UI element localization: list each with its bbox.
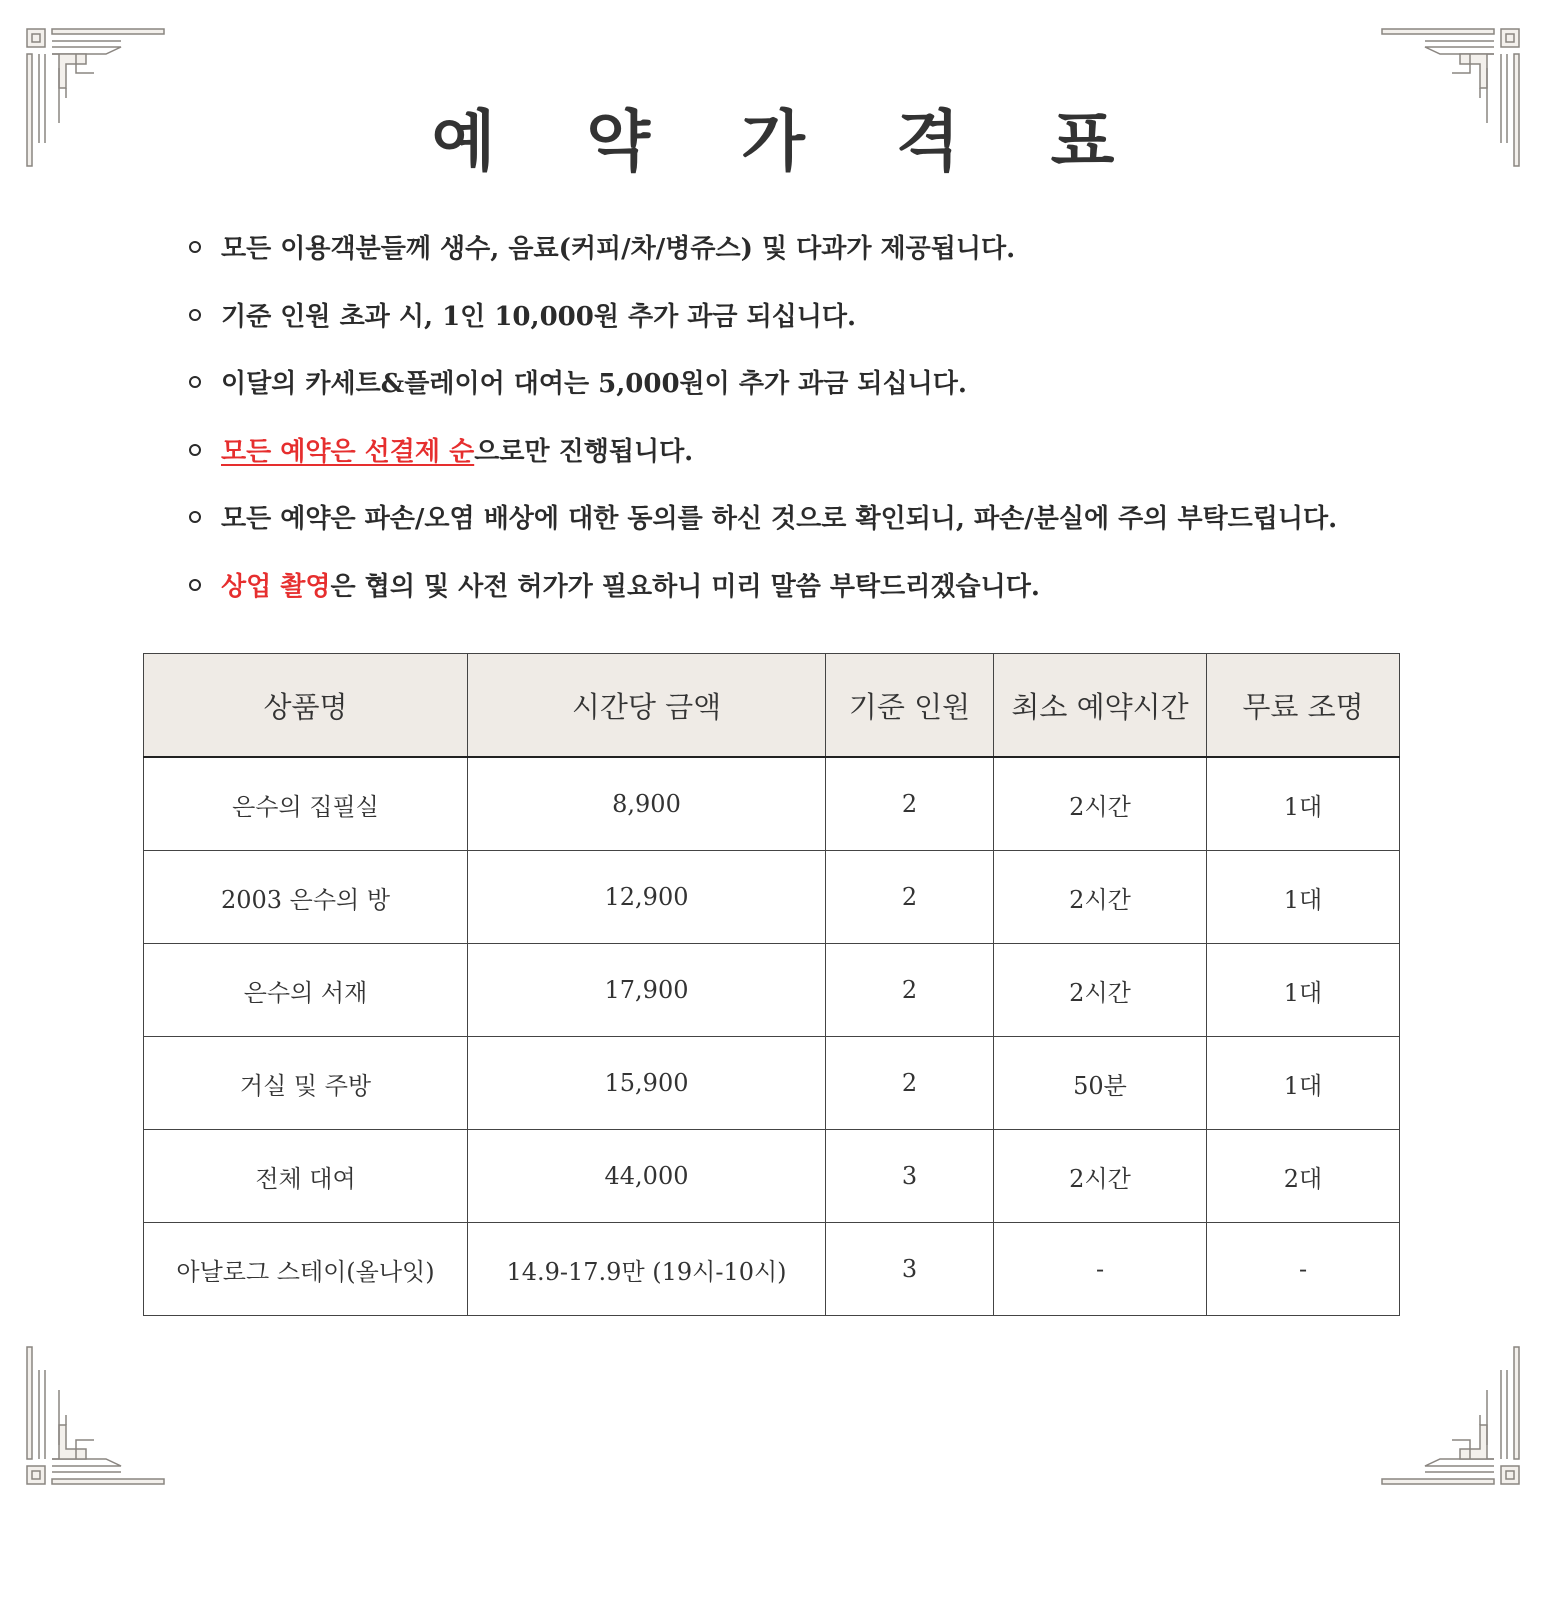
table-header-row — [144, 654, 1400, 758]
table-cell: 44,000 — [468, 1130, 826, 1223]
bullet-icon — [189, 309, 201, 321]
notes-list — [185, 228, 1337, 633]
table-cell: 3 — [826, 1130, 994, 1223]
table-cell: 아날로그 스테이(올나잇) — [144, 1223, 468, 1316]
table-cell: 1대 — [1207, 851, 1400, 944]
bullet-icon — [189, 511, 201, 523]
table-cell: 2대 — [1207, 1130, 1400, 1223]
table-cell: 2 — [826, 851, 994, 944]
table-row — [144, 851, 1400, 944]
table-cell: 3 — [826, 1223, 994, 1316]
bullet-icon — [189, 444, 201, 456]
note-item — [185, 498, 1337, 566]
bullet-icon — [189, 376, 201, 388]
column-header: 시간당 금액 — [468, 654, 826, 758]
note-item — [185, 431, 1337, 499]
column-header: 최소 예약시간 — [994, 654, 1207, 758]
table-cell: 14.9-17.9만 (19시-10시) — [468, 1223, 826, 1316]
column-header: 상품명 — [144, 654, 468, 758]
table-row — [144, 1037, 1400, 1130]
column-header: 무료 조명 — [1207, 654, 1400, 758]
note-text: 이달의 카세트&플레이어 대여는 5,000원이 추가 과금 되십니다. — [221, 369, 967, 399]
note-item — [185, 296, 1337, 364]
column-header: 기준 인원 — [826, 654, 994, 758]
note-text: 모든 예약은 파손/오염 배상에 대한 동의를 하신 것으로 확인되니, 파손/분실에 주의 부탁드립니다. — [221, 504, 1338, 534]
table-row — [144, 757, 1400, 851]
note-text: 기준 인원 초과 시, 1인 10,000원 추가 과금 되십니다. — [221, 301, 857, 332]
table-cell: - — [994, 1223, 1207, 1316]
table-cell: 1대 — [1207, 757, 1400, 851]
table-row — [144, 1223, 1400, 1316]
note-highlight: 상업 촬영 — [221, 571, 331, 602]
table-cell: 2 — [826, 1037, 994, 1130]
table-cell: 50분 — [994, 1037, 1207, 1130]
note-text: 상업 촬영은 협의 및 사전 허가가 필요하니 미리 말씀 부탁드리겠습니다. — [221, 571, 1040, 602]
table-cell: 12,900 — [468, 851, 826, 944]
table-cell: 2 — [826, 757, 994, 851]
table-cell: 2 — [826, 944, 994, 1037]
note-item — [185, 228, 1337, 296]
note-highlight: 모든 예약은 선결제 순 — [221, 436, 475, 467]
bullet-icon — [189, 241, 201, 253]
table-row — [144, 1130, 1400, 1223]
table-cell: - — [1207, 1223, 1400, 1316]
page-title: 예 약 가 격 표 — [431, 103, 1149, 180]
table-cell: 은수의 서재 — [144, 944, 468, 1037]
table-cell: 전체 대여 — [144, 1130, 468, 1223]
note-item — [185, 363, 1337, 431]
note-item — [185, 566, 1337, 634]
table-cell: 거실 및 주방 — [144, 1037, 468, 1130]
table-cell: 8,900 — [468, 757, 826, 851]
corner-ornament-bottom-left — [26, 1340, 171, 1485]
table-cell: 1대 — [1207, 944, 1400, 1037]
bullet-icon — [189, 579, 201, 591]
price-table — [143, 653, 1400, 1316]
note-text: 모든 이용객분들께 생수, 음료(커피/차/병쥬스) 및 다과가 제공됩니다. — [221, 234, 1016, 264]
table-cell: 2시간 — [994, 1130, 1207, 1223]
table-cell: 2시간 — [994, 851, 1207, 944]
table-cell: 2시간 — [994, 757, 1207, 851]
table-cell: 1대 — [1207, 1037, 1400, 1130]
table-cell: 2003 은수의 방 — [144, 851, 468, 944]
table-cell: 17,900 — [468, 944, 826, 1037]
corner-ornament-bottom-right — [1375, 1340, 1520, 1485]
table-cell: 2시간 — [994, 944, 1207, 1037]
note-text: 모든 예약은 선결제 순으로만 진행됩니다. — [221, 436, 694, 467]
table-cell: 15,900 — [468, 1037, 826, 1130]
table-cell: 은수의 집필실 — [144, 757, 468, 851]
table-row — [144, 944, 1400, 1037]
